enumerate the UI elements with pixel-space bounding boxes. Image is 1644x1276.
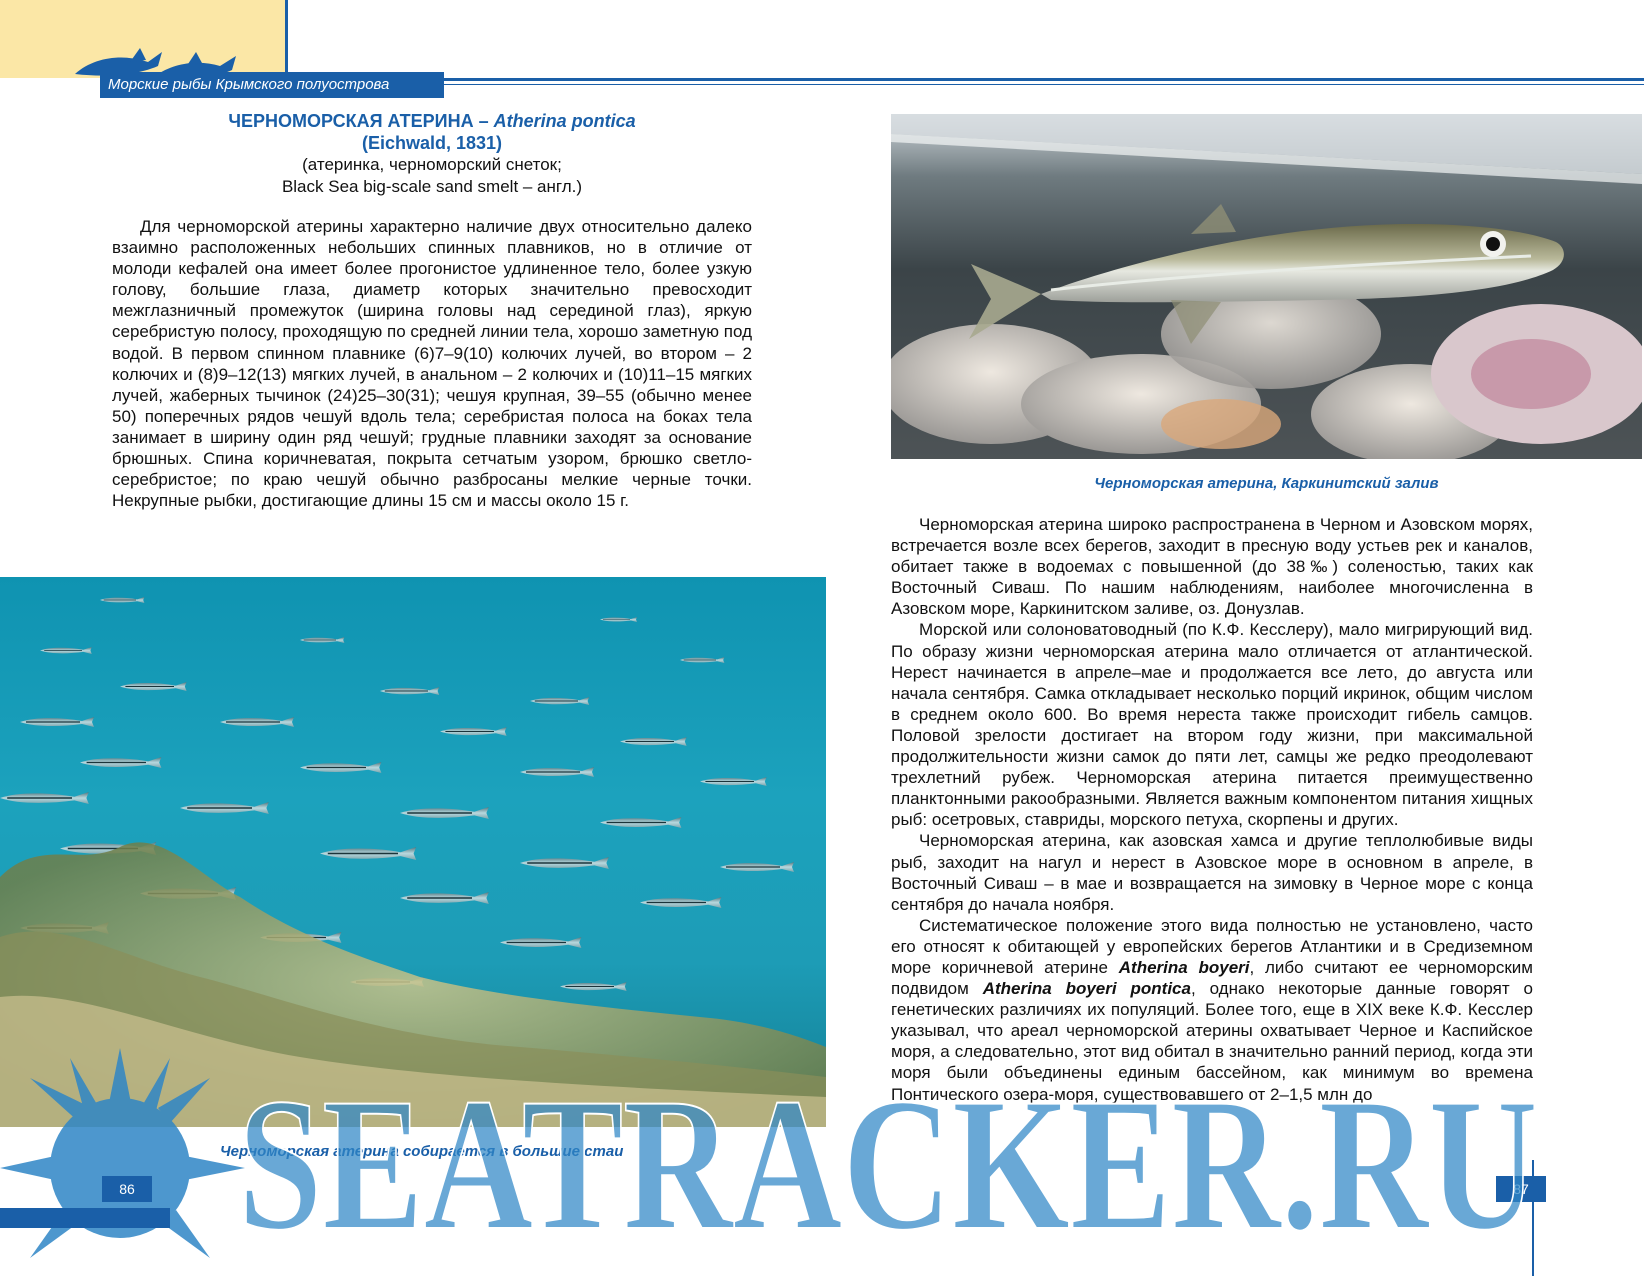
- page-number-left: 86: [102, 1176, 152, 1202]
- species-title-ru: ЧЕРНОМОРСКАЯ АТЕРИНА: [228, 111, 474, 131]
- scientific-name-boyeri: Atherina boyeri: [1118, 957, 1250, 977]
- species-authority: (Eichwald, 1831): [361, 133, 503, 153]
- paragraph-systematics: [891, 915, 1533, 1105]
- paragraph-biology: Морской или солоноватоводный (по К.Ф. Кесслеру), мало мигрирующий вид. По образу жизни черноморская атерина мало отличается от атлантической. Нерест начинается в апреле–мае и продолжается все лето, до августа или начала сентября. Самка откладывает несколько порций икринок, общим числом в среднем около 600. Во время нереста также происходит гибель самцов. Половой зрелости достигает на втором году жизни, при максимальной продолжительности жизни самок до пяти лет, самцы же редко преодолевают трехлетний рубеж. Черноморская атерина питается преимущественно планктонными ракообразными. Является важным компонентом питания хищных рыб: осетровых, ставриды, морского петуха, скорпены и других.: [891, 620, 1533, 830]
- species-scientific-name: Atherina pontica: [493, 111, 636, 131]
- description-text: [112, 216, 752, 511]
- page-number-right: 87: [1496, 1176, 1546, 1202]
- header-rule-thin: [430, 84, 1644, 85]
- paragraph-migration: Черноморская атерина, как азовская хамса и другие теплолюбивые виды рыб, заходит на нагул и нерест в Азовское море в основном в апреле, в Восточный Сиваш – в мае и возвращается на зимовку в Черное море с конца сентября до начала ноября.: [891, 831, 1533, 914]
- species-alt-names-1: (атеринка, черноморский снеток;: [302, 155, 562, 174]
- species-title: [112, 110, 752, 132]
- aquarium-fish-illustration: [891, 114, 1642, 459]
- aquarium-fish-photo: [891, 114, 1642, 459]
- main-text: [891, 514, 1533, 1105]
- section-title: Морские рыбы Крымского полуострова: [100, 72, 444, 98]
- description-paragraph: Для черноморской атерины характерно наличие двух относительно далеко взаимно расположенных небольших спинных плавников, но в отличие от молоди кефалей она имеет более прогонистое удлиненное тело, более узкую голову, большие глаза, диаметр которых значительно превосходит межглазничный промежуток (ширина головы над серединой глаз), яркую серебристую полосу, проходящую по средней линии тела, хорошо заметную под водой. В первом спинном плавнике (6)7–9(10) колючих лучей, во втором – 2 колючих и (8)9–12(13) мягких лучей, в анальном – 2 колючих и (10)11–15 мягких лучей, жаберных тычинок (24)25–30(31); чешуя крупная, 39–55 (обычно менее 50) поперечных рядов чешуй вдоль тела; серебристая полоса на боках тела занимает в ширину один ряд чешуй; грудные плавники заходят за основание брюшных. Спина коричневатая, покрыта сетчатым узором, брюшко светло-серебристое; по краю чешуй обычно разбросаны мелкие черные точки. Некрупные рыбки, достигающие длины 15 см и массы около 15 г.: [112, 217, 752, 511]
- species-title-block: [112, 110, 752, 198]
- watermark-text: SEATRACKER.RU: [238, 1078, 1538, 1248]
- species-alt-names-2: Black Sea big-scale sand smelt – англ.): [281, 177, 583, 196]
- systematics-text-b: , либо считают ее черноморским подвидом: [891, 957, 1533, 999]
- sun-burst-icon: [0, 1028, 250, 1276]
- right-photo-caption: Черноморская атерина, Каркинитский залив: [1094, 475, 1439, 492]
- header-vertical-rule: [285, 0, 288, 80]
- systematics-text-c: , однако некоторые данные говорят о генетических различиях их популяций. Более того, еще в XIX веке К.Ф. Кесслер указывал, что ареал черноморской атерины охватывает Черное и Каспийское моря, а следовательно, этот вид обитал в значительно ранний период, когда эти моря были объединены единым бассейном, как минимум во времена Понтического озера-моря, существовавшего от 2–1,5 млн до: [891, 979, 1534, 1104]
- header-rule: [430, 78, 1644, 81]
- paragraph-distribution: Черноморская атерина широко распространена в Черном и Азовском морях, встречается возле всех берегов, заходит в пресную воду устьев рек и каналов, обитает также в водоемах с повышенной (до 38‰) соленостью, таких как Восточный Сиваш. По нашим наблюдениям, наиболее многочисленна в Азовском море, Каркинитском заливе, оз. Донузлав.: [891, 515, 1533, 619]
- footer-bar: [0, 1208, 170, 1228]
- left-photo-caption: Черноморская атерина собирается в большие стаи: [220, 1143, 624, 1160]
- scientific-name-boyeri-pontica: Atherina boyeri pontica: [982, 979, 1191, 999]
- systematics-text-a: Систематическое положение этого вида полностью не установлено, часто его относят к обитающей у европейских берегов Атлантики и в Средиземном море коричневой атерине: [891, 915, 1533, 977]
- species-title-separator: –: [473, 111, 494, 131]
